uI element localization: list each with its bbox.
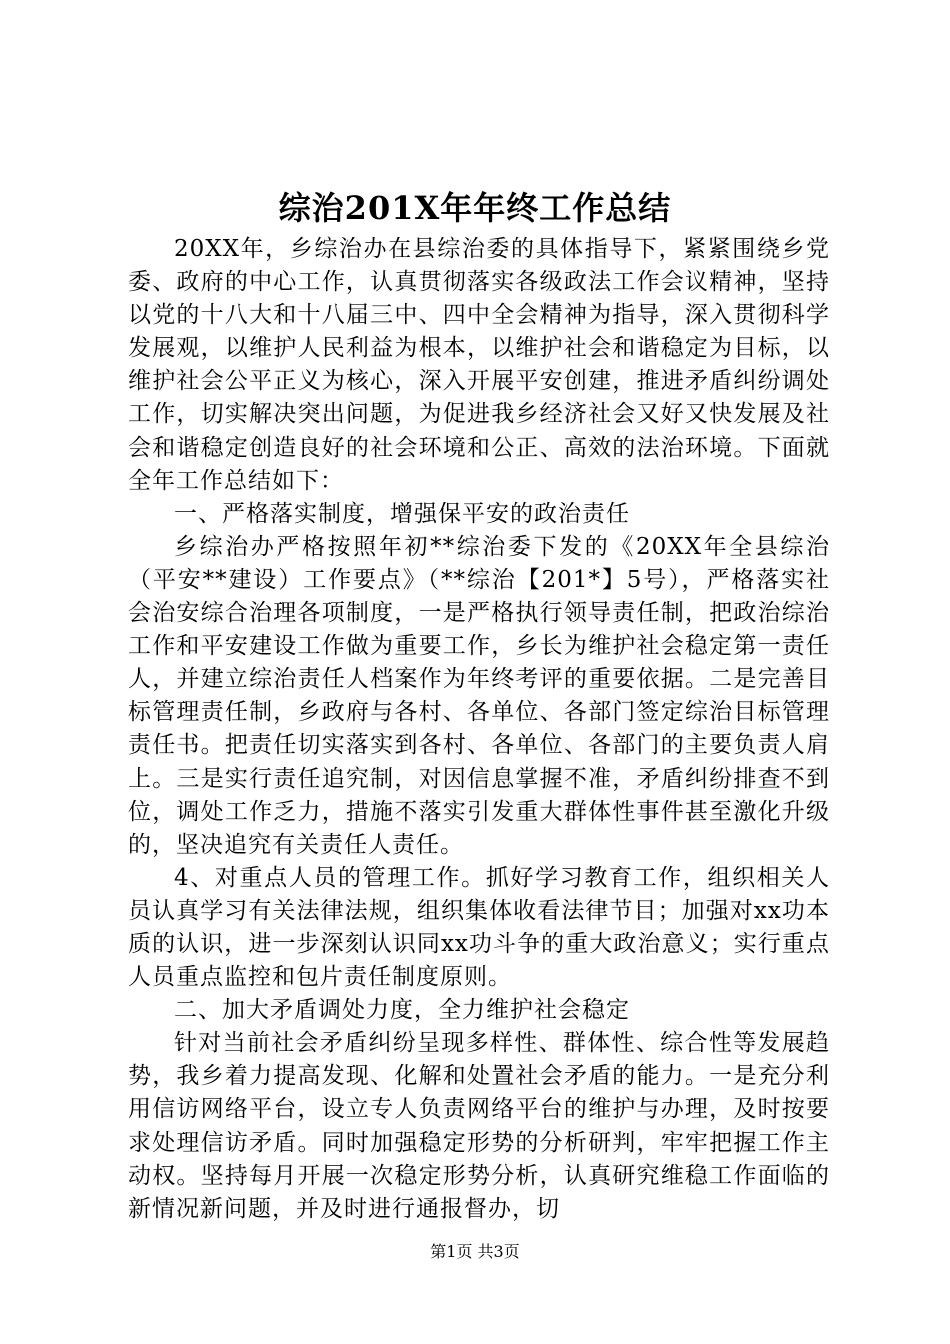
section-heading-1: 一、严格落实制度，增强保平安的政治责任 [174, 500, 630, 527]
document-body [128, 233, 830, 1226]
paragraph-section-1: 乡综治办严格按照年初**综治委下发的《20XX年全县综治（平安**建设）工作要点》（**综治【201*】5号），严格落实社会治安综合治理各项制度，一是严格执行领导责任制，把政治综治工作和平安建设工作做为重要工作，乡长为维护社会稳定第一责任人，并建立综治责任人档案作为年终考评的重要依据。二是完善目标管理责任制，乡政府与各村、各单位、各部门签定综治目标管理责任书。把责任切实落实到各村、各单位、各部门的主要负责人肩上。三是实行责任追究制，对因信息掌握不准，矛盾纠纷排查不到位，调处工作乏力，措施不落实引发重大群体性事件甚至激化升级的，坚决追究有关责任人责任。 [128, 533, 830, 858]
page-number-footer: 第1页 共3页 [430, 1242, 520, 1261]
paragraph-section-2: 针对当前社会矛盾纠纷呈现多样性、群体性、综合性等发展趋势，我乡着力提高发现、化解和处置社会矛盾的能力。一是充分利用信访网络平台，设立专人负责网络平台的维护与办理，及时按要求处理信访矛盾。同时加强稳定形势的分析研判，牢牢把握工作主动权。坚持每月开展一次稳定形势分析，认真研究维稳工作面临的新情况新问题，并及时进行通报督办，切 [128, 1030, 830, 1222]
section-heading-2: 二、加大矛盾调处力度，全力维护社会稳定 [174, 997, 630, 1024]
document-title: 综治201X年年终工作总结 [278, 189, 672, 227]
paragraph-item-4: 4、对重点人员的管理工作。抓好学习教育工作，组织相关人员认真学习有关法律法规，组织集体收看法律节目；加强对xx功本质的认识，进一步深刻认识同xx功斗争的重大政治意义；实行重点人员重点监控和包片责任制度原则。 [128, 864, 830, 991]
paragraph-intro: 20XX年，乡综治办在县综治委的具体指导下，紧紧围绕乡党委、政府的中心工作，认真贯彻落实各级政法工作会议精神，坚持以党的十八大和十八届三中、四中全会精神为指导，深入贯彻科学发展观，以维护人民利益为根本，以维护社会和谐稳定为目标，以维护社会公平正义为核心，深入开展平安创建，推进矛盾纠纷调处工作，切实解决突出问题，为促进我乡经济社会又好又快发展及社会和谐稳定创造良好的社会环境和公正、高效的法治环境。下面就全年工作总结如下： [128, 236, 830, 494]
